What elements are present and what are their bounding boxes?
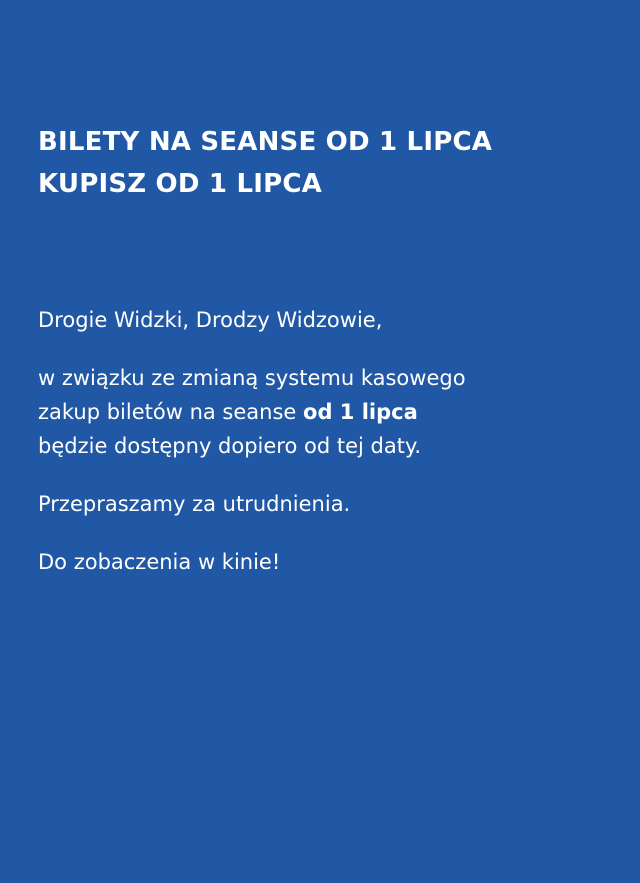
date-highlight: od 1 lipca	[303, 400, 418, 424]
message-line-2-prefix: zakup biletów na seanse	[38, 400, 304, 424]
greeting-text: Drogie Widzki, Drodzy Widzowie,	[38, 308, 383, 332]
closing-text: Do zobaczenia w kinie!	[38, 550, 281, 574]
apology-text: Przepraszamy za utrudnienia.	[38, 492, 351, 516]
notice-title	[38, 121, 604, 205]
notice-title-line-1: BILETY NA SEANSE OD 1 LIPCA	[38, 127, 493, 157]
message-line-1: w związku ze zmianą systemu kasowego	[38, 366, 466, 390]
notice-title-line-2: KUPISZ OD 1 LIPCA	[38, 169, 322, 199]
message-line-3: będzie dostępny dopiero od tej daty.	[38, 434, 422, 458]
notice-message	[38, 361, 604, 463]
notice-body	[38, 303, 604, 579]
message-line-2	[38, 395, 604, 429]
